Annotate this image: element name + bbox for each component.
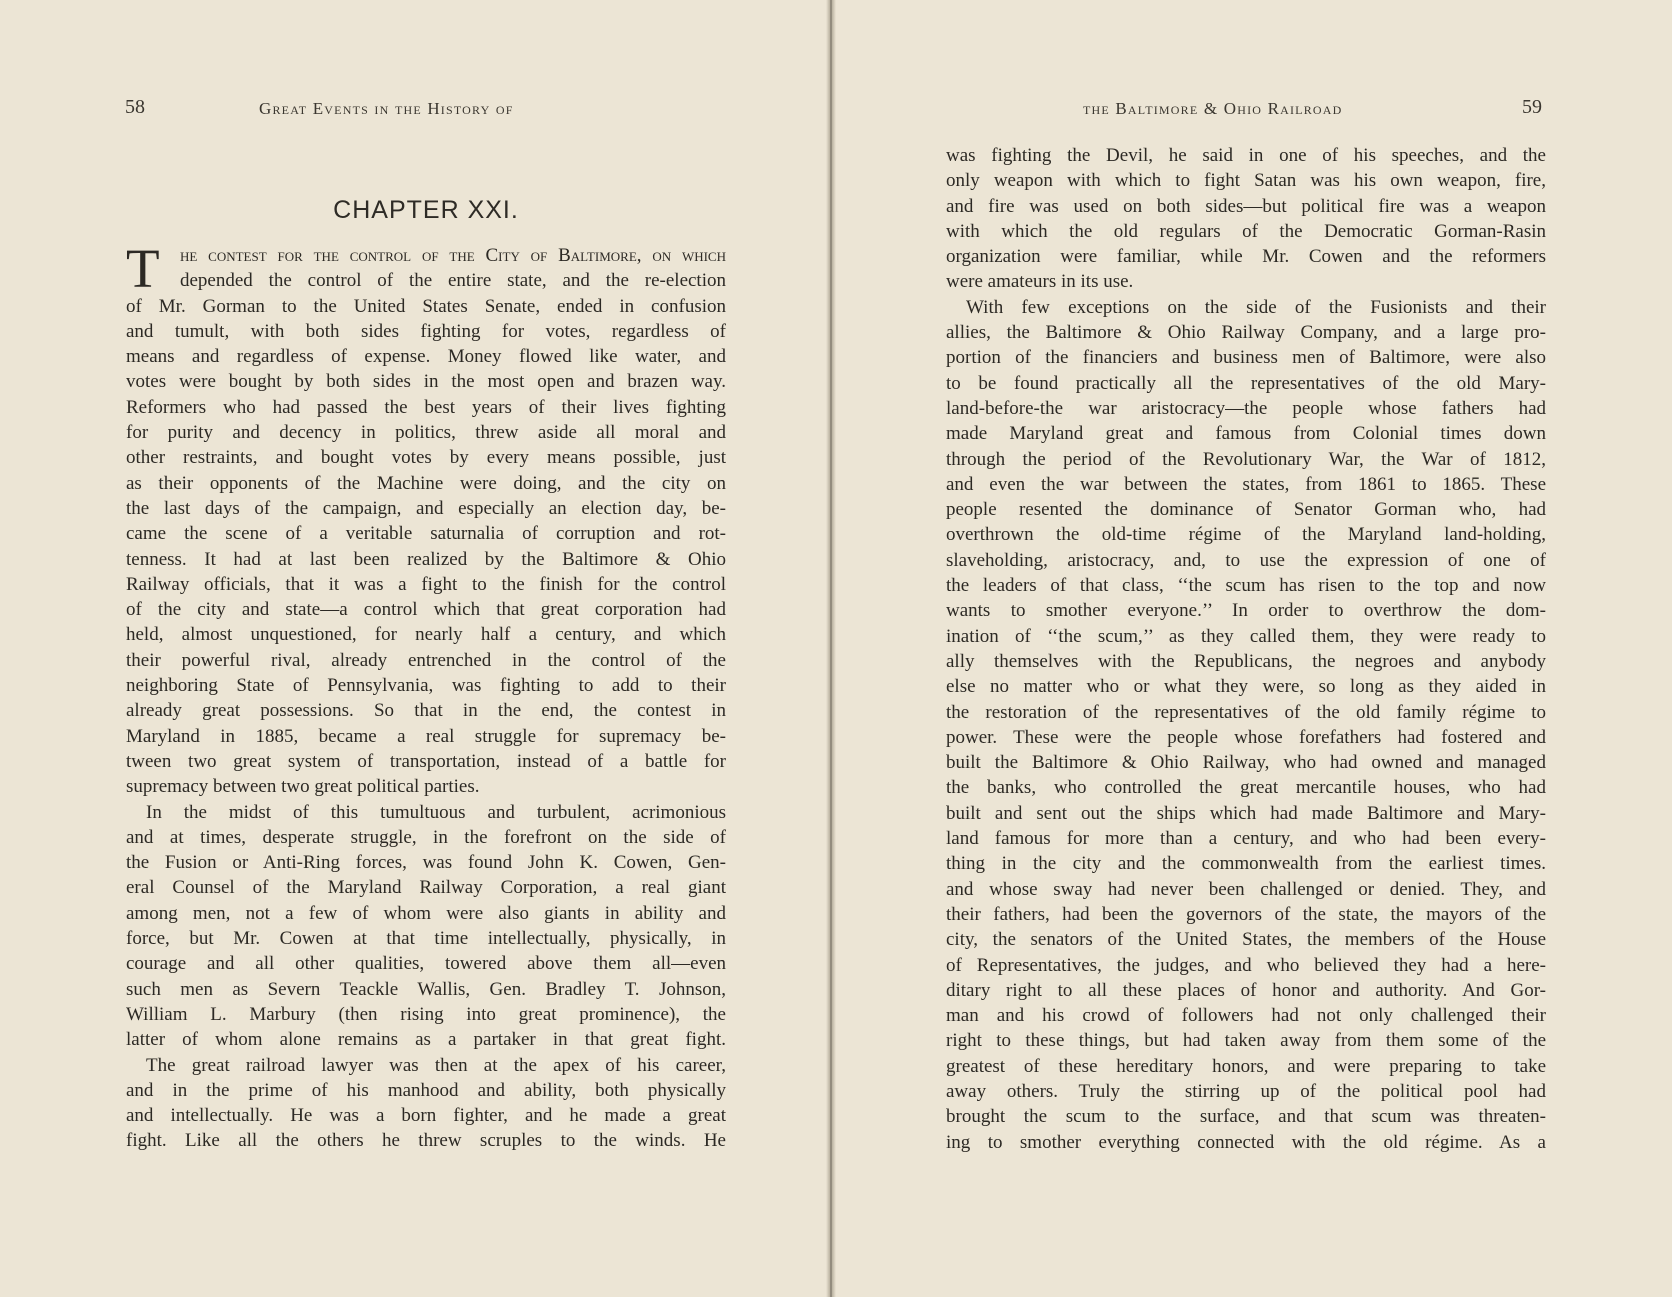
text-line: Maryland in 1885, became a real struggle for supremacy be- bbox=[126, 725, 726, 747]
text-line: latter of whom alone remains as a partaker in that great fight. bbox=[126, 1029, 726, 1051]
text-line: ination of ‘‘the scum,’’ as they called them, they were ready to bbox=[946, 625, 1546, 647]
text-line: fight. Like all the others he threw scruples to the winds. He bbox=[126, 1130, 726, 1152]
first-line-text: he contest for the control of the City of Baltimore, on which bbox=[180, 245, 726, 266]
text-line: built the Baltimore & Ohio Railway, who had owned and managed bbox=[946, 752, 1546, 774]
text-line: of the city and state—a control which that great corporation had bbox=[126, 599, 726, 621]
text-line: thing in the city and the commonwealth from the earliest times. bbox=[946, 853, 1546, 875]
text-line: The great railroad lawyer was then at the apex of his career, bbox=[146, 1054, 726, 1076]
text-line: slaveholding, aristocracy, and, to use the expression of one of bbox=[946, 549, 1546, 571]
running-head-left: Great Events in the History of bbox=[259, 99, 514, 118]
left-page bbox=[0, 0, 826, 1297]
text-line: With few exceptions on the side of the Fusionists and their bbox=[966, 296, 1546, 318]
text-line: brought the scum to the surface, and that scum was threaten- bbox=[946, 1106, 1546, 1128]
text-line bbox=[126, 243, 726, 268]
right-text-column bbox=[946, 143, 1546, 1155]
text-line: for purity and decency in politics, threw aside all moral and bbox=[126, 422, 726, 444]
text-line: city, the senators of the United States, the members of the House bbox=[946, 929, 1546, 951]
text-line: overthrown the old-time régime of the Maryland land-holding, bbox=[946, 524, 1546, 546]
text-line: votes were bought by both sides in the most open and brazen way. bbox=[126, 371, 726, 393]
text-line: and tumult, with both sides fighting for votes, regardless of bbox=[126, 320, 726, 342]
text-line: depended the control of the entire state, and the re-election bbox=[180, 270, 726, 292]
text-line: the leaders of that class, ‘‘the scum has risen to the top and now bbox=[946, 575, 1546, 597]
text-line: power. These were the people whose forefathers had fostered and bbox=[946, 726, 1546, 748]
text-line: were amateurs in its use. bbox=[946, 271, 1134, 293]
text-line: already great possessions. So that in the end, the contest in bbox=[126, 700, 726, 722]
text-line: their powerful rival, already entrenched in the control of the bbox=[126, 649, 726, 671]
text-line: and fire was used on both sides—but political fire was a weapon bbox=[946, 195, 1546, 217]
text-line: the banks, who controlled the great mercantile houses, who had bbox=[946, 777, 1546, 799]
text-line: supremacy between two great political parties. bbox=[126, 776, 480, 798]
text-line: as their opponents of the Machine were doing, and the city on bbox=[126, 472, 726, 494]
text-line: and at times, desperate struggle, in the forefront on the side of bbox=[126, 826, 726, 848]
text-line: and in the prime of his manhood and ability, both physically bbox=[126, 1079, 726, 1101]
text-line: to be found practically all the representatives of the old Mary- bbox=[946, 372, 1546, 394]
text-line: their fathers, had been the governors of the state, the mayors of the bbox=[946, 903, 1546, 925]
page-number-left: 58 bbox=[125, 96, 145, 118]
text-line: only weapon with which to fight Satan was his own weapon, fire, bbox=[946, 170, 1546, 192]
text-line: made Maryland great and famous from Colonial times down bbox=[946, 423, 1546, 445]
text-line: man and his crowd of followers had not only challenged their bbox=[946, 1005, 1546, 1027]
text-line: Reformers who had passed the best years of their lives fighting bbox=[126, 396, 726, 418]
page-number-right: 59 bbox=[1522, 96, 1542, 118]
text-line: neighboring State of Pennsylvania, was fighting to add to their bbox=[126, 675, 726, 697]
text-line: means and regardless of expense. Money flowed like water, and bbox=[126, 346, 726, 368]
text-line: built and sent out the ships which had made Baltimore and Mary- bbox=[946, 802, 1546, 824]
text-line: tenness. It had at last been realized by the Baltimore & Ohio bbox=[126, 548, 726, 570]
text-line: and even the war between the states, from 1861 to 1865. These bbox=[946, 473, 1546, 495]
text-line: ally themselves with the Republicans, the negroes and anybody bbox=[946, 650, 1546, 672]
text-line: ditary right to all these places of honor and authority. And Gor- bbox=[946, 979, 1546, 1001]
text-line: tween two great system of transportation, instead of a battle for bbox=[126, 750, 726, 772]
drop-cap: T bbox=[126, 238, 160, 299]
running-head-right: the Baltimore & Ohio Railroad bbox=[1083, 99, 1343, 118]
text-line: right to these things, but had taken away from them some of the bbox=[946, 1030, 1546, 1052]
text-line: came the scene of a veritable saturnalia of corruption and rot- bbox=[126, 523, 726, 545]
text-line: wants to smother everyone.’’ In order to overthrow the dom- bbox=[946, 600, 1546, 622]
text-line: such men as Severn Teackle Wallis, Gen. Bradley T. Johnson, bbox=[126, 978, 726, 1000]
text-line: the last days of the campaign, and especially an election day, be- bbox=[126, 497, 726, 519]
text-line: courage and all other qualities, towered above them all—even bbox=[126, 953, 726, 975]
right-page bbox=[836, 0, 1672, 1297]
text-line: other restraints, and bought votes by every means possible, just bbox=[126, 447, 726, 469]
text-line: greatest of these hereditary honors, and were preparing to take bbox=[946, 1055, 1546, 1077]
text-line: and whose sway had never been challenged or denied. They, and bbox=[946, 878, 1546, 900]
text-line: and intellectually. He was a born fighter, and he made a great bbox=[126, 1105, 726, 1127]
text-line: portion of the financiers and business men of Baltimore, were also bbox=[946, 347, 1546, 369]
text-line: people resented the dominance of Senator Gorman who, had bbox=[946, 499, 1546, 521]
book-gutter bbox=[826, 0, 836, 1297]
text-line: Railway officials, that it was a fight to the finish for the control bbox=[126, 573, 726, 595]
text-line: organization were familiar, while Mr. Cowen and the reformers bbox=[946, 246, 1546, 268]
text-line: land-before-the war aristocracy—the people whose fathers had bbox=[946, 397, 1546, 419]
chapter-title: CHAPTER XXI. bbox=[333, 196, 519, 224]
text-line: land famous for more than a century, and who had been every- bbox=[946, 828, 1546, 850]
text-line: among men, not a few of whom were also giants in ability and bbox=[126, 902, 726, 924]
text-line: away others. Truly the stirring up of the political pool had bbox=[946, 1080, 1546, 1102]
text-line: eral Counsel of the Maryland Railway Corporation, a real giant bbox=[126, 877, 726, 899]
left-text-column bbox=[126, 238, 726, 1154]
text-line: the restoration of the representatives of the old family régime to bbox=[946, 701, 1546, 723]
text-line: with which the old regulars of the Democratic Gorman-Rasin bbox=[946, 220, 1546, 242]
text-line: held, almost unquestioned, for nearly half a century, and which bbox=[126, 624, 726, 646]
text-line: the Fusion or Anti-Ring forces, was found John K. Cowen, Gen- bbox=[126, 852, 726, 874]
text-line: force, but Mr. Cowen at that time intellectually, physically, in bbox=[126, 928, 726, 950]
text-line: ing to smother everything connected with the old régime. As a bbox=[946, 1131, 1546, 1153]
text-line: through the period of the Revolutionary War, the War of 1812, bbox=[946, 448, 1546, 470]
text-line: was fighting the Devil, he said in one of his speeches, and the bbox=[946, 145, 1546, 166]
text-line: allies, the Baltimore & Ohio Railway Company, and a large pro- bbox=[946, 322, 1546, 344]
text-line: In the midst of this tumultuous and turbulent, acrimonious bbox=[146, 801, 726, 823]
text-line: William L. Marbury (then rising into great prominence), the bbox=[126, 1003, 726, 1025]
text-line: of Mr. Gorman to the United States Senate, ended in confusion bbox=[126, 295, 726, 317]
text-line: else no matter who or what they were, so long as they aided in bbox=[946, 676, 1546, 698]
text-line: of Representatives, the judges, and who believed they had a here- bbox=[946, 954, 1546, 976]
